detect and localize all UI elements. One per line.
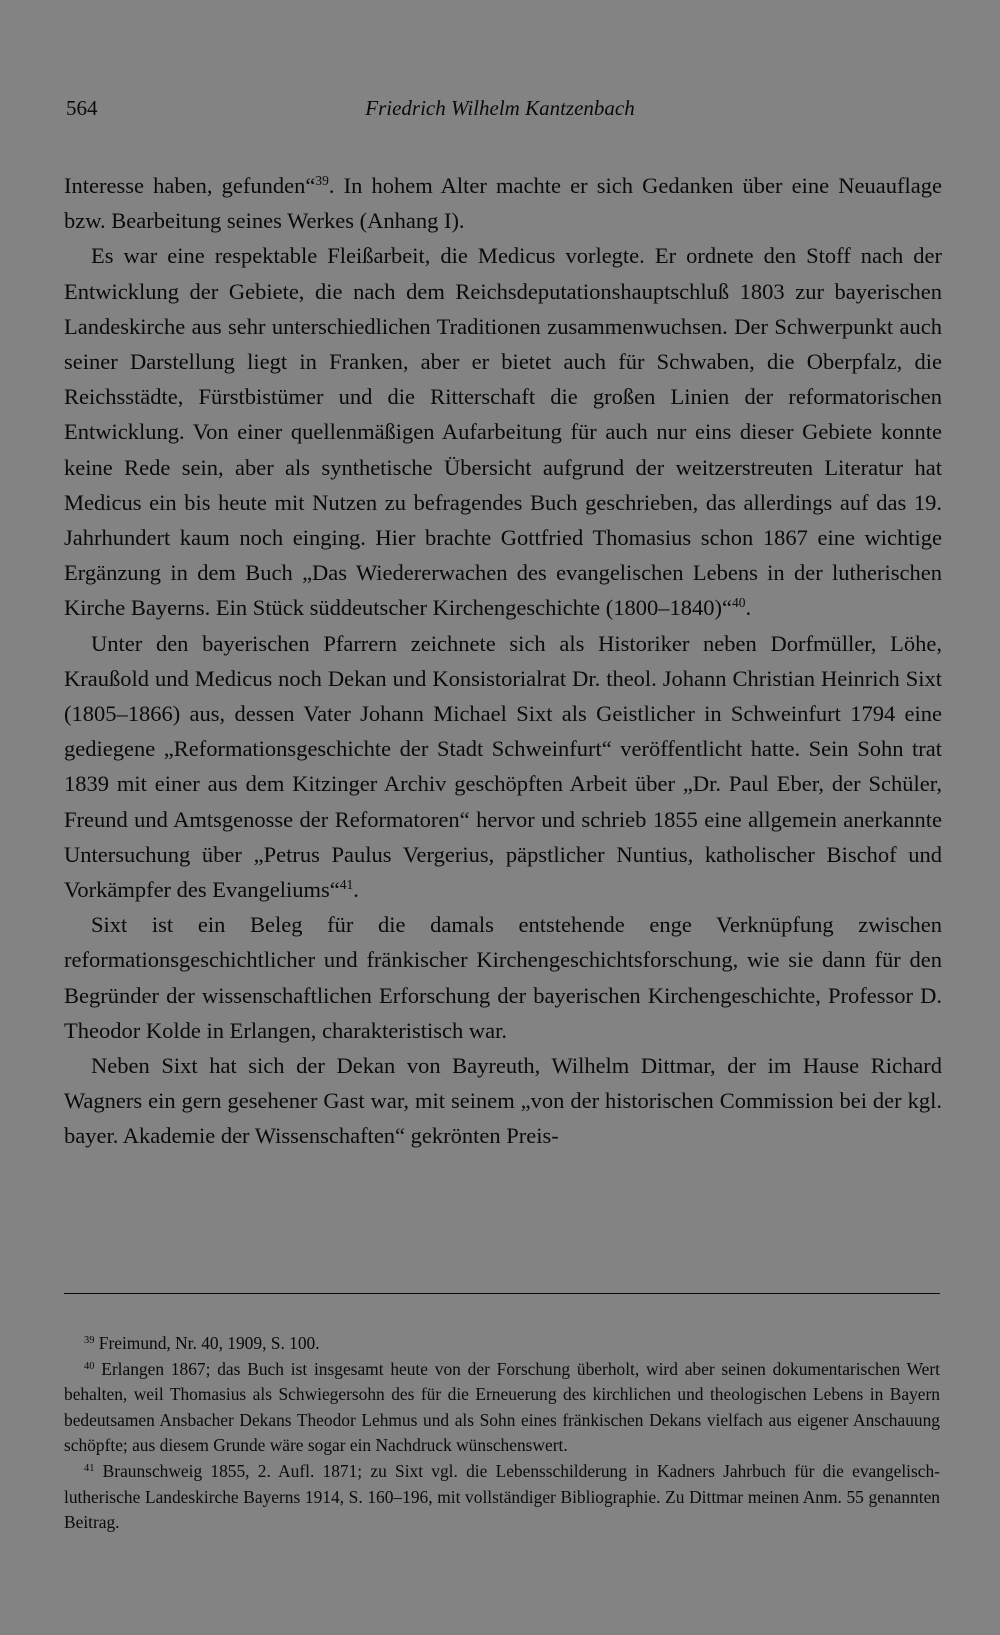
footnote-number: 40: [84, 1360, 95, 1372]
footnote-ref: 41: [339, 876, 354, 892]
footnote: [64, 1331, 940, 1357]
footnote-ref: 40: [731, 595, 746, 611]
paragraph: [64, 626, 942, 908]
footnote: [64, 1459, 940, 1536]
footnote-text: Braunschweig 1855, 2. Aufl. 1871; zu Sixt vgl. die Lebensschilderung in Kadners Jahrbuch für die evangelisch-lutherische Landeskirche Bayerns 1914, S. 160–196, mit vollständiger Bibliographie. Zu Dittmar meinen Anm. 55 genannten Beitrag.: [64, 1460, 940, 1533]
footnote-divider: [64, 1293, 940, 1294]
footnote-ref: 39: [315, 172, 329, 188]
body-text: [64, 168, 942, 1154]
footnote-number: 39: [84, 1334, 95, 1346]
paragraph: Sixt ist ein Beleg für die damals entstehende enge Verknüpfung zwischen reformationsgeschichtlicher und fränkischer Kirchengeschichtsforschung, wie sie dann für den Begründer der wissenschaftlichen Erforschung der bayerischen Kirchengeschichte, Professor D. Theodor Kolde in Erlangen, charakteristisch war.: [64, 912, 942, 1043]
running-head: Friedrich Wilhelm Kantzenbach: [365, 96, 635, 120]
text-run: Unter den bayerischen Pfarrern zeichnete sich als Historiker neben Dorfmüller, Löhe, Kraußold und Medicus noch Dekan und Konsistorialrat Dr. theol. Johann Christian Heinrich Sixt (1805–1866) aus, dessen Vater Johann Michael Sixt als Geistlicher in Schweinfurt 1794 eine gediegene „Reformationsgeschichte der Stadt Schweinfurt“ veröffentlicht hatte. Sein Sohn trat 1839 mit einer aus dem Kitzinger Archiv geschöpften Arbeit über „Dr. Paul Eber, der Schüler, Freund und Amtsgenosse der Reformatoren“ hervor und schrieb 1855 eine allgemein anerkannte Untersuchung über „Petrus Paulus Vergerius, päpstlicher Nuntius, katholischer Bischof und Vorkämpfer des Evangeliums“: [64, 630, 942, 903]
footnote-text: Erlangen 1867; das Buch ist insgesamt heute von der Forschung überholt, wird aber seinen dokumentarischen Wert behalten, weil Thomasius als Schwiegersohn des für die Erneuerung des kirchlichen und theologischen Lebens in Bayern bedeutsamen Ansbacher Dekans Theodor Lehmus und als Sohn eines fränkischen Dekans vielfach aus eigener Anschauung schöpfte; aus diesem Grunde wäre sogar ein Nachdruck wünschenswert.: [64, 1358, 940, 1456]
text-run: Es war eine respektable Fleißarbeit, die Medicus vorlegte. Er ordnete den Stoff nach der Entwicklung der Gebiete, die nach dem Reichsdeputationshauptschluß 1803 zur bayerischen Landeskirche aus sehr unterschiedlichen Traditionen zusammenwuchsen. Der Schwerpunkt auch seiner Darstellung liegt in Franken, aber er bietet auch für Schwaben, die Oberpfalz, die Reichsstädte, Fürstbistümer und die Ritterschaft die großen Linien der reformatorischen Entwicklung. Von einer quellenmäßigen Aufarbeitung für auch nur eins dieser Gebiete konnte keine Rede sein, aber als synthetische Übersicht aufgrund der weitzerstreuten Literatur hat Medicus ein bis heute mit Nutzen zu befragendes Buch geschrieben, das allerdings auf das 19. Jahrhundert kaum noch einging. Hier brachte Gottfried Thomasius schon 1867 eine wichtige Ergänzung in dem Buch „Das Wiedererwachen des evangelischen Lebens in der lutherischen Kirche Bayerns. Ein Stück süddeutscher Kirchengeschichte (1800–1840)“: [64, 243, 942, 621]
text-run: .: [745, 595, 752, 621]
text-run: .: [353, 877, 359, 903]
text-run: . In hohem Alter machte er sich Gedanken über eine Neuauflage bzw. Bearbeitung seines Werkes (Anhang I).: [64, 173, 942, 234]
page-header: [66, 96, 934, 136]
paragraph: [64, 238, 942, 625]
text-run: Interesse haben, gefunden“: [64, 173, 316, 198]
footnote-number: 41: [84, 1462, 95, 1474]
footnotes: [64, 1331, 940, 1536]
footnote: [64, 1357, 940, 1459]
page-number: 564: [66, 96, 98, 120]
paragraph: [64, 168, 942, 238]
footnote-text: Freimund, Nr. 40, 1909, S. 100.: [98, 1333, 320, 1353]
paragraph: Neben Sixt hat sich der Dekan von Bayreuth, Wilhelm Dittmar, der im Hause Richard Wagners ein gern gesehener Gast war, mit seinem „von der historischen Commission bei der kgl. bayer. Akademie der Wissenschaften“ gekrönten Preis-: [64, 1053, 942, 1149]
